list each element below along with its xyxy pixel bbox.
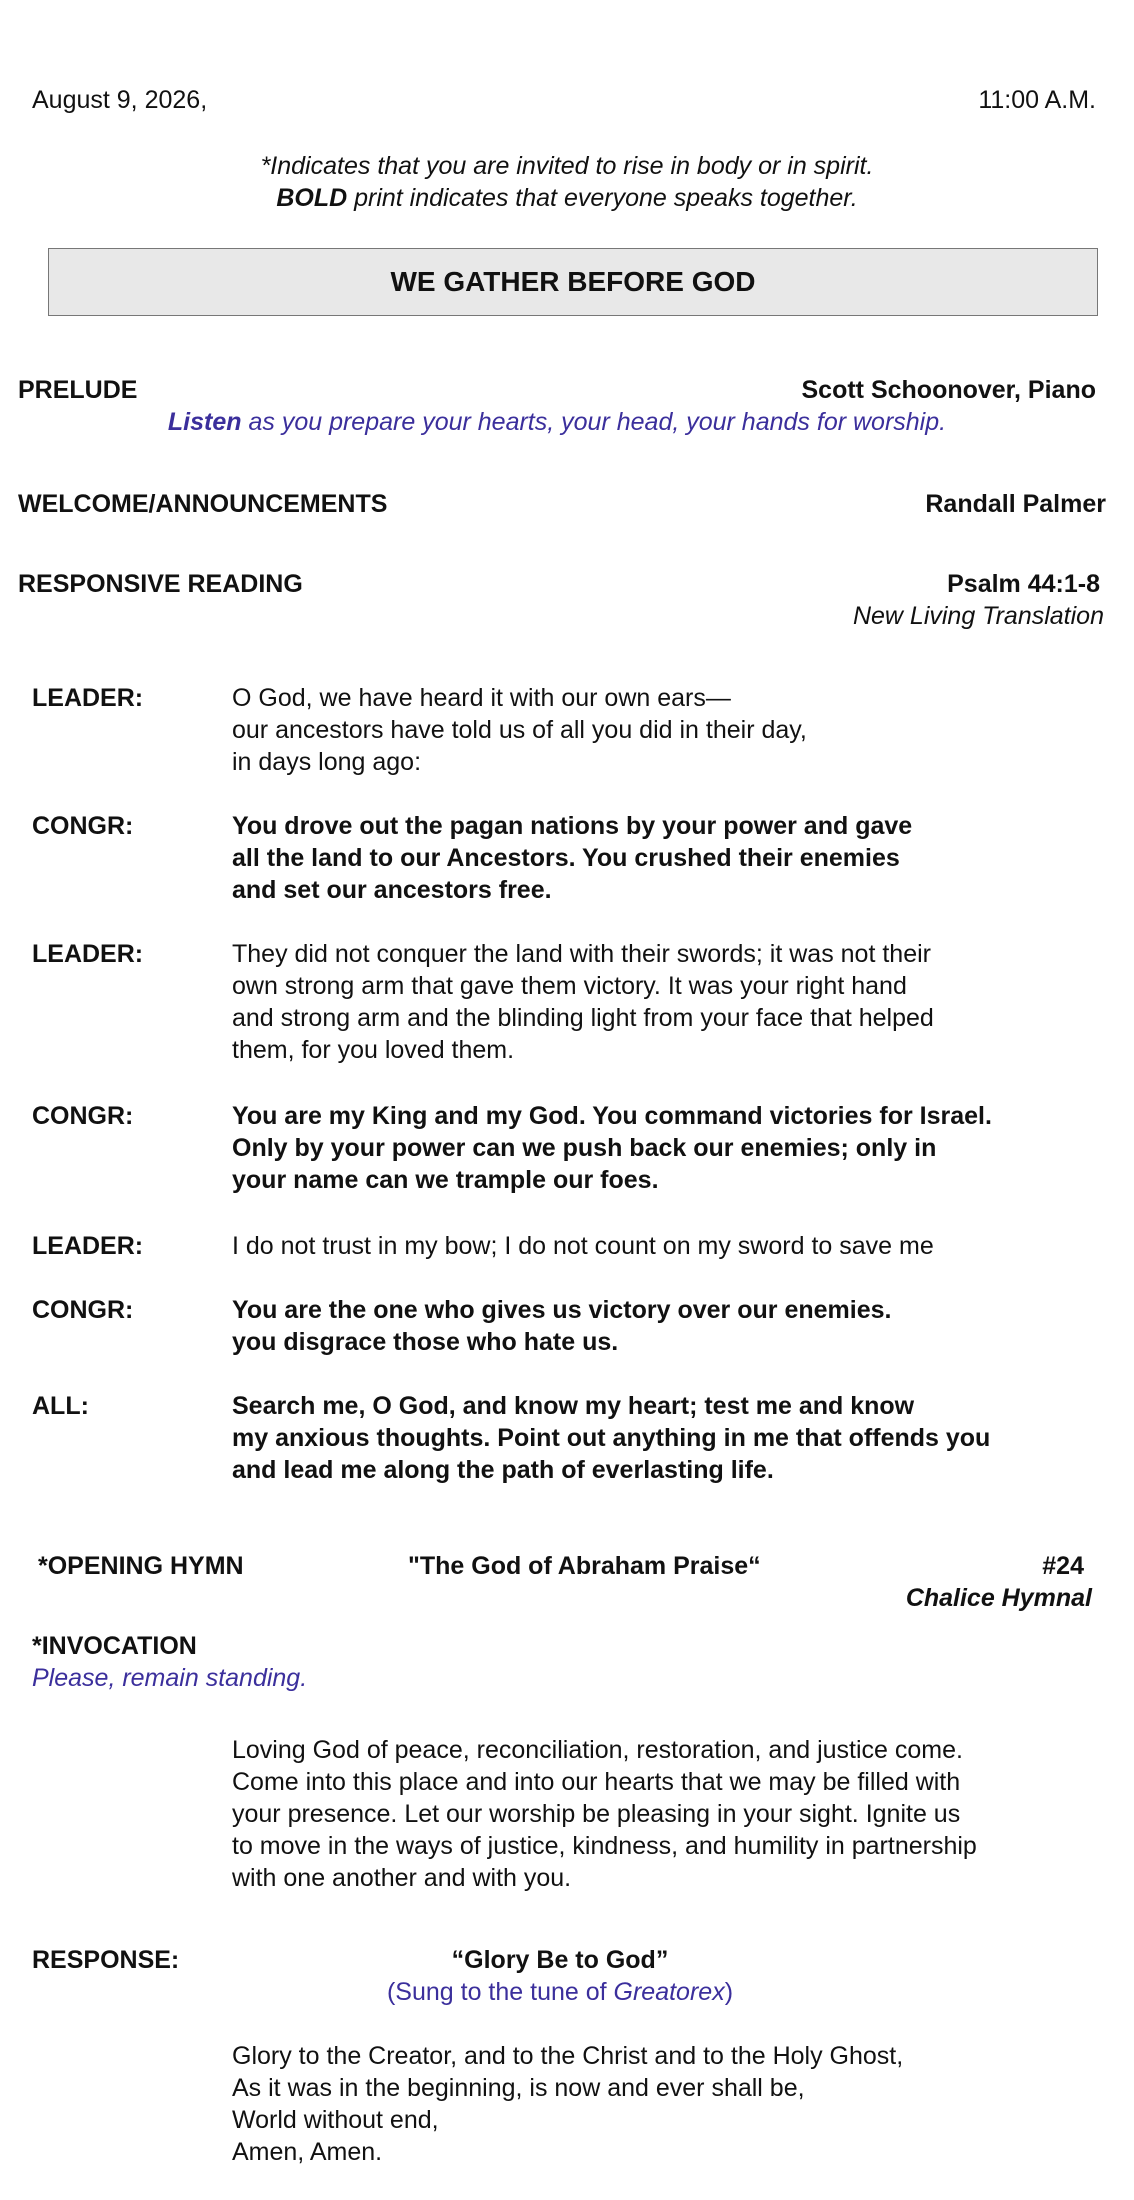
response-tune-name: Greatorex (613, 1978, 725, 2006)
prelude-instruction-bold: Listen (167, 408, 242, 436)
invocation-line: to move in the ways of justice, kindness, and humility in partnership (232, 1832, 977, 1860)
invocation-label: *INVOCATION (32, 1632, 197, 1660)
reading-speaker: CONGR: (32, 812, 134, 840)
response-tune-suffix: ) (724, 1978, 734, 2006)
prelude-instruction (0, 406, 1124, 438)
reading-line: all the land to our Ancestors. You crushed their enemies (232, 844, 900, 872)
scripture-reference: Psalm 44:1-8 (947, 570, 1100, 598)
note-bold-word: BOLD (276, 184, 348, 212)
response-label: RESPONSE: (32, 1946, 180, 1974)
reading-line: your name can we trample our foes. (232, 1166, 659, 1194)
section-title-banner (48, 248, 1098, 316)
service-time: 11:00 A.M. (978, 86, 1096, 114)
note-rise: *Indicates that you are invited to rise in body or in spirit. (260, 152, 874, 180)
reading-lines (232, 1294, 1112, 1358)
reading-lines (232, 810, 1112, 906)
response-tune-prefix: (Sung to the tune of (386, 1978, 614, 2006)
reading-lines (232, 682, 1112, 778)
responsive-reading-label: RESPONSIVE READING (18, 570, 303, 598)
reading-speaker: CONGR: (32, 1102, 134, 1130)
welcome-leader: Randall Palmer (925, 490, 1106, 518)
reading-line: own strong arm that gave them victory. It was your right hand (232, 972, 907, 1000)
reading-speaker: LEADER: (32, 940, 144, 968)
prelude-performer: Scott Schoonover, Piano (801, 376, 1096, 404)
reading-speaker: ALL: (32, 1392, 89, 1420)
response-line: As it was in the beginning, is now and ever shall be, (232, 2074, 805, 2102)
reading-speaker: CONGR: (32, 1296, 134, 1324)
reading-line: Search me, O God, and know my heart; test me and know (232, 1392, 915, 1420)
reading-speaker: LEADER: (32, 1232, 144, 1260)
invocation-line: Loving God of peace, reconciliation, restoration, and justice come. (232, 1736, 963, 1764)
note-bold (0, 182, 1134, 214)
reading-line: in days long ago: (232, 748, 422, 776)
reading-lines (232, 1230, 1112, 1262)
reading-speaker: LEADER: (32, 684, 144, 712)
reading-line: and lead me along the path of everlasting life. (232, 1456, 774, 1484)
invocation-instruction: Please, remain standing. (32, 1664, 308, 1692)
section-title: WE GATHER BEFORE GOD (390, 266, 756, 297)
reading-line: and set our ancestors free. (232, 876, 552, 904)
opening-hymn-label: *OPENING HYMN (38, 1552, 244, 1580)
invocation-prayer (232, 1734, 1112, 1894)
opening-hymn-title: "The God of Abraham Praise“ (408, 1552, 761, 1580)
reading-line: you disgrace those who hate us. (232, 1328, 619, 1356)
reading-line: You drove out the pagan nations by your power and gave (232, 812, 913, 840)
translation-name: New Living Translation (852, 602, 1104, 630)
reading-lines (232, 1100, 1112, 1196)
reading-line: my anxious thoughts. Point out anything in me that offends you (232, 1424, 991, 1452)
reading-line: our ancestors have told us of all you did in their day, (232, 716, 807, 744)
invocation-line: with one another and with you. (232, 1864, 572, 1892)
opening-hymn-number: #24 (1042, 1552, 1084, 1580)
reading-line: I do not trust in my bow; I do not count on my sword to save me (232, 1232, 934, 1260)
prelude-instruction-rest: as you prepare your hearts, your head, your hands for worship. (241, 408, 947, 436)
response-line: Amen, Amen. (232, 2138, 383, 2166)
invocation-line: Come into this place and into our hearts that we may be filled with (232, 1768, 961, 1796)
reading-lines (232, 1390, 1112, 1486)
welcome-label: WELCOME/ANNOUNCEMENTS (18, 490, 388, 518)
note-bold-rest: print indicates that everyone speaks together. (347, 184, 858, 212)
hymnal-name: Chalice Hymnal (905, 1584, 1092, 1612)
service-date: August 9, 2026, (32, 86, 208, 114)
response-tune (330, 1976, 790, 2008)
reading-line: You are the one who gives us victory over our enemies. (232, 1296, 892, 1324)
invocation-line: your presence. Let our worship be pleasing in your sight. Ignite us (232, 1800, 961, 1828)
reading-line: them, for you loved them. (232, 1036, 515, 1064)
reading-line: They did not conquer the land with their swords; it was not their (232, 940, 931, 968)
response-title: “Glory Be to God” (451, 1946, 669, 1974)
reading-line: O God, we have heard it with our own ears— (232, 684, 731, 712)
reading-line: and strong arm and the blinding light from your face that helped (232, 1004, 934, 1032)
reading-line: You are my King and my God. You command victories for Israel. (232, 1102, 992, 1130)
response-lyrics (232, 2040, 1112, 2168)
response-line: World without end, (232, 2106, 439, 2134)
prelude-label: PRELUDE (18, 376, 138, 404)
response-line: Glory to the Creator, and to the Christ and to the Holy Ghost, (232, 2042, 904, 2070)
reading-lines (232, 938, 1112, 1066)
reading-line: Only by your power can we push back our enemies; only in (232, 1134, 937, 1162)
